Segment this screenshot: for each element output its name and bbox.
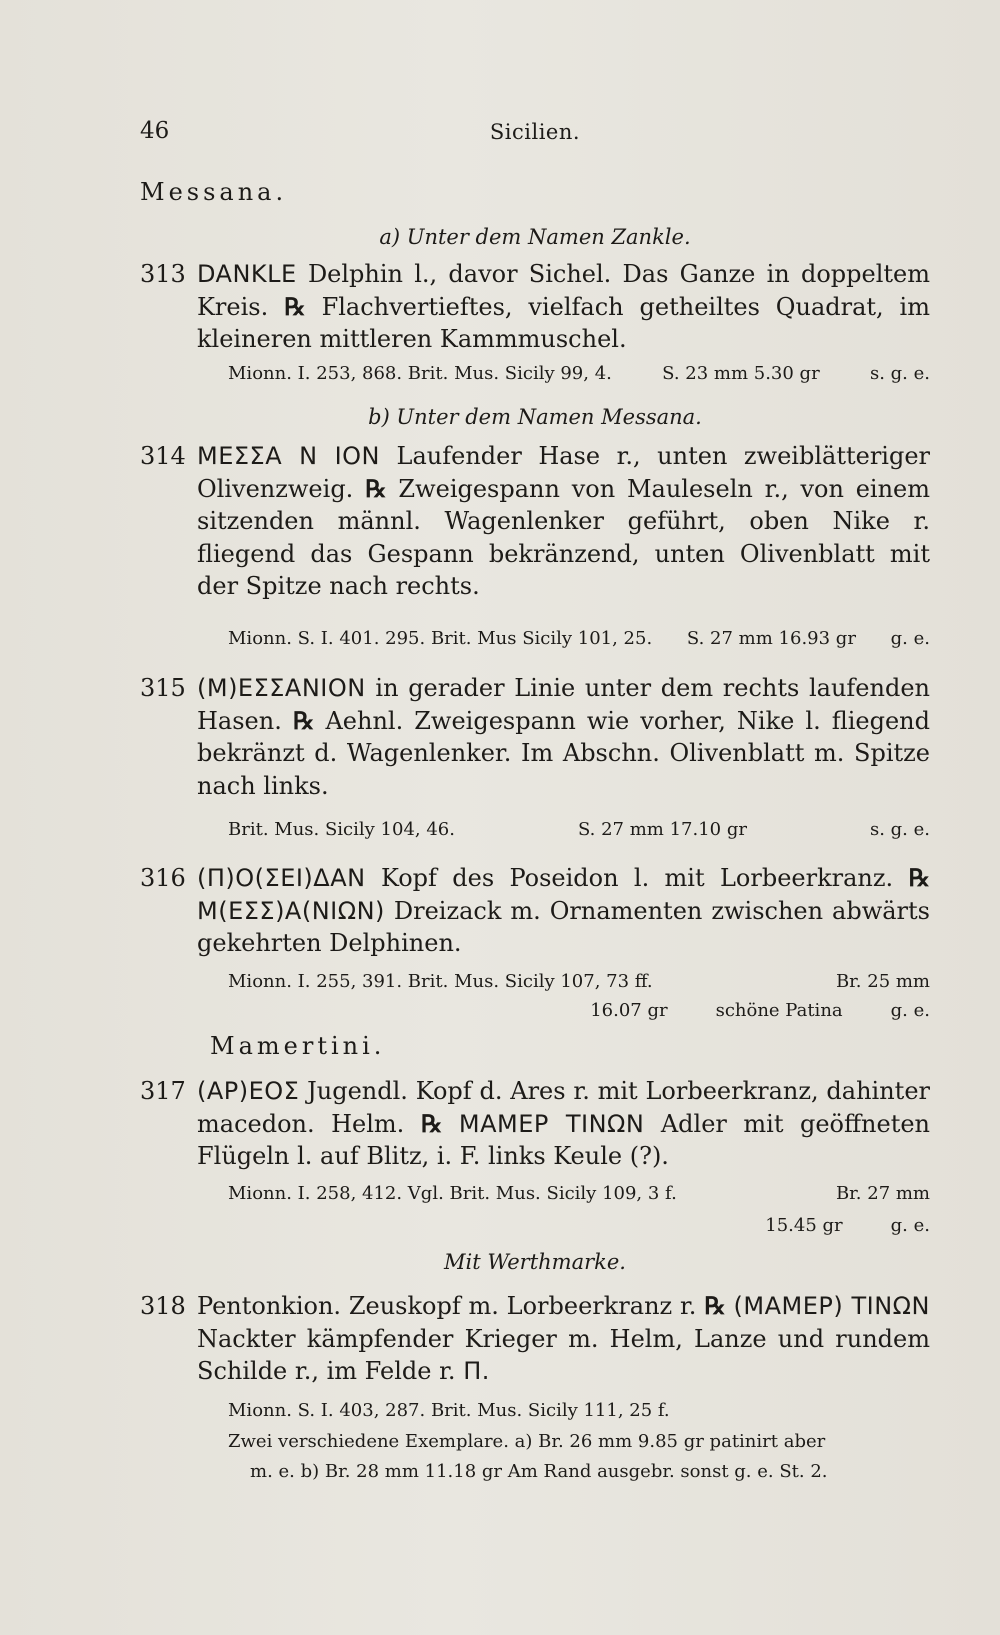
patina-note: schöne Patina [715,1000,843,1021]
entry-number: 318 [140,1292,186,1320]
running-head: Sicilien. [489,120,581,144]
reference-line-314 [228,625,930,653]
reverse-symbol: ℞ [420,1108,443,1138]
size-weight: S. 27 mm 16.93 gr [686,628,856,649]
catalog-reference: Mionn. I. 255, 391. Brit. Mus. Sicily 107, 73 ff. [228,971,653,992]
section-heading-messana: Messana. [140,178,288,206]
reference-line-316b [228,997,930,1025]
reverse-description: Zweigespann von Mauleseln r., von einem sitzenden männl. Wagenlenker geführt, oben Nike r. fliegend das Gespann bekränzend, unten Olivenblatt mit der Spitze nach rechts. [197,474,930,600]
reference-line-317 [228,1180,930,1208]
subsection-messana: b) Unter dem Namen Messana. [368,405,702,429]
entry-number: 313 [140,260,186,288]
reverse-description: Aehnl. Zweigespann wie vorher, Nike l. fliegend bekränzt d. Wagenlenker. Im Abschn. Olivenblatt m. Spitze nach links. [197,706,930,800]
reference-line-313 [228,360,930,388]
reference-line-318: Mionn. S. I. 403, 287. Brit. Mus. Sicily 111, 25 f. [228,1400,670,1421]
subsection-werthmarke: Mit Werthmarke. [444,1250,626,1274]
note-line-318b: m. e. b) Br. 28 mm 11.18 gr Am Rand ausgebr. sonst g. e. St. 2. [250,1461,828,1482]
obverse-description: Pentonkion. Zeuskopf m. Lorbeerkranz r. [197,1292,697,1320]
weight: 16.07 gr [590,1000,668,1021]
reference-line-316 [228,968,930,996]
reverse-legend: Μ(ΕΣΣ)Α(ΝΙΩΝ) [197,896,385,925]
coin-legend: (Μ)ΕΣΣΑΝΙΟΝ [197,674,366,702]
note-line-318a: Zwei verschiedene Exemplare. a) Br. 26 mm 9.85 gr patinirt aber [228,1431,826,1452]
size-weight: S. 23 mm 5.30 gr [662,363,820,384]
section-heading-mamertini: Mamertini. [210,1032,386,1060]
reverse-description: Dreizack m. Ornamenten zwischen abwärts gekehrten Delphinen. [197,896,930,957]
obverse-description: Jugendl. Kopf d. Ares r. mit Lorbeerkranz, dahinter macedon. Helm. [197,1077,930,1138]
catalog-entry-315 [140,672,930,802]
reverse-symbol: ℞ [292,705,315,735]
reverse-description: Adler mit geöffneten Flügeln l. auf Blitz, i. F. links Keule (?). [197,1109,931,1170]
condition: s. g. e. [869,363,930,384]
reference-line-315 [228,816,930,844]
entry-number: 314 [140,442,186,470]
reverse-legend: ΜΑΜΕΡ ΤΙΝΩΝ [458,1109,645,1138]
obverse-description: Delphin l., davor Sichel. Das Ganze in doppeltem Kreis. [197,260,930,321]
reverse-symbol: ℞ [284,291,306,321]
catalog-reference: Mionn. S. I. 401. 295. Brit. Mus Sicily 101, 25. [228,628,653,649]
entry-number: 316 [140,864,186,892]
coin-legend: (ΑΡ)ΕΟΣ [197,1077,300,1105]
condition: g. e. [890,1215,930,1236]
catalog-entry-318 [140,1290,930,1388]
size-weight: S. 27 mm 17.10 gr [577,819,747,840]
page-header [140,118,930,154]
condition: s. g. e. [869,819,930,840]
catalog-entry-317 [140,1075,930,1173]
coin-legend: (Π)Ο(ΣΕΙ)ΔΑΝ [197,864,366,892]
catalog-entry-316 [140,862,930,960]
weight: 15.45 gr [765,1215,843,1236]
entry-number: 315 [140,674,186,702]
size: Br. 27 mm [835,1183,930,1204]
field-letter: Π. [463,1357,490,1385]
coin-legend: DANKLE [197,260,297,288]
entry-number: 317 [140,1077,186,1105]
catalog-entry-313 [140,258,930,356]
reverse-symbol: ℞ [908,863,930,892]
reverse-symbol: ℞ [365,473,387,503]
condition: g. e. [890,628,930,649]
coin-legend: ΜΕΣΣΑ Ν ΙΟΝ [197,442,381,470]
catalog-reference: Mionn. I. 253, 868. Brit. Mus. Sicily 99, 4. [228,363,612,384]
obverse-description: Laufender Hase r., unten zweiblätteriger Olivenzweig. [197,442,931,503]
obverse-description: in gerader Linie unter dem rechts laufenden Hasen. [197,674,930,735]
catalog-reference: Mionn. I. 258, 412. Vgl. Brit. Mus. Sicily 109, 3 f. [228,1183,677,1204]
reverse-description: Nackter kämpfender Krieger m. Helm, Lanze und rundem Schilde r., im Felde r. [197,1324,930,1385]
condition: g. e. [890,1000,930,1021]
catalog-entry-314 [140,440,930,603]
subsection-zankle: a) Unter dem Namen Zankle. [379,225,691,249]
obverse-description: Kopf des Poseidon l. mit Lorbeerkranz. [380,864,894,892]
reverse-description: Flachvertieftes, vielfach getheiltes Quadrat, im kleineren mittleren Kammmuschel. [197,292,930,353]
page-number: 46 [140,118,170,144]
reverse-legend: (ΜΑΜΕΡ) ΤΙΝΩΝ [733,1292,930,1320]
size: Br. 25 mm [835,971,930,992]
reference-line-317b [228,1212,930,1240]
reverse-symbol: ℞ [704,1291,726,1320]
catalog-reference: Brit. Mus. Sicily 104, 46. [228,819,455,840]
